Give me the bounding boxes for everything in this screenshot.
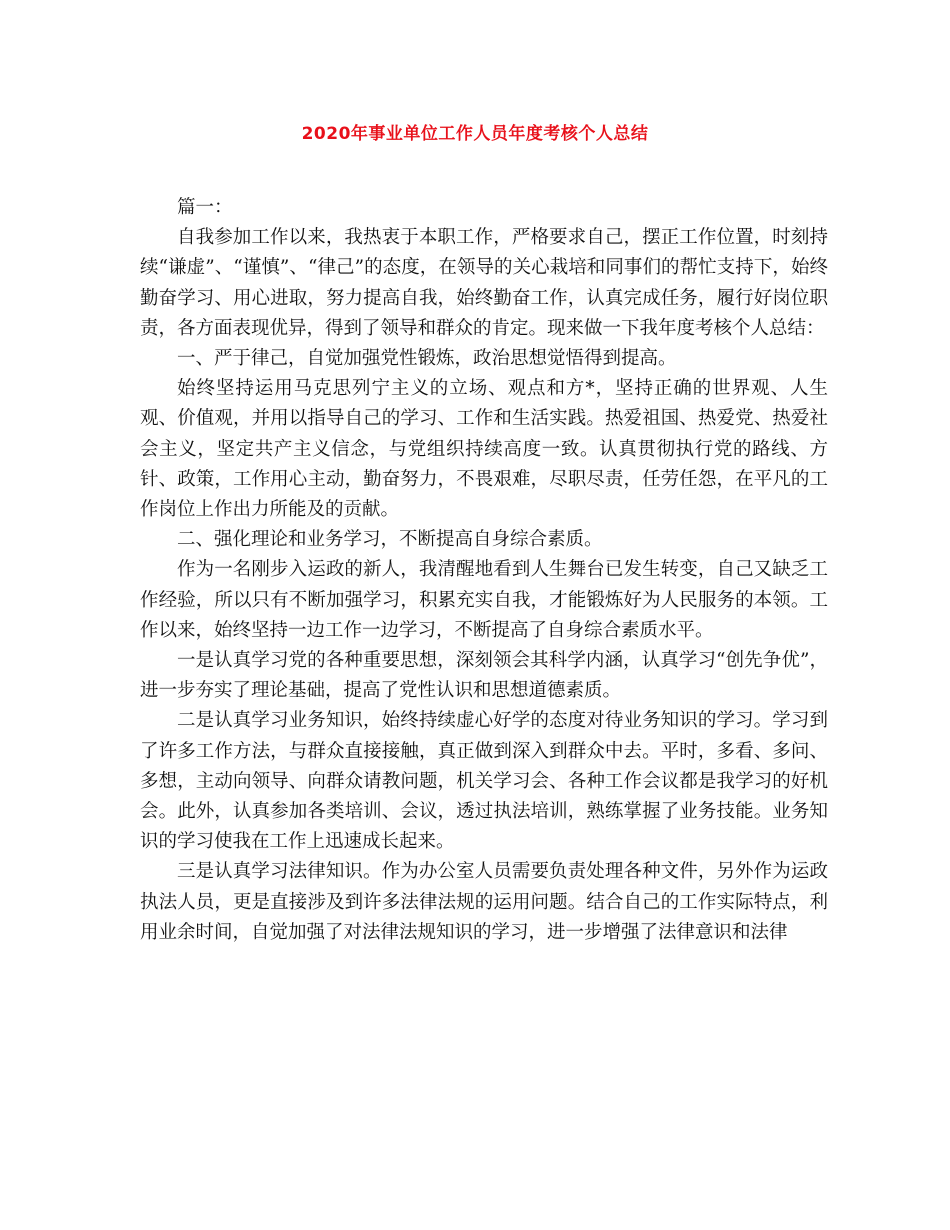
heading-section-one: 一、严于律己，自觉加强党性锻炼，政治思想觉悟得到提高。 xyxy=(177,348,677,370)
document-body xyxy=(140,193,828,948)
paragraph-section-label: 篇一： xyxy=(177,197,233,218)
paragraph-point-one: 一是认真学习党的各种重要思想，深刻领会其科学内涵，认真学习“创先争优”，进一步夯实了理论基础，提高了党性认识和思想道德素质。 xyxy=(140,650,828,702)
heading-section-two: 二、强化理论和业务学习，不断提高自身综合素质。 xyxy=(177,529,603,551)
paragraph-intro: 自我参加工作以来，我热衷于本职工作，严格要求自己，摆正工作位置，时刻持续“谦虚”、“谨慎”、“律己”的态度，在领导的关心栽培和同事们的帮忙支持下，始终勤奋学习、用心进取，努力提高自我，始终勤奋工作，认真完成任务，履行好岗位职责，各方面表现优异，得到了领导和群众的肯定。现来做一下我年度考核个人总结： xyxy=(140,227,828,339)
paragraph-section-two: 作为一名刚步入运政的新人，我清醒地看到人生舞台已发生转变，自己又缺乏工作经验，所以只有不断加强学习，积累充实自我，才能锻炼好为人民服务的本领。工作以来，始终坚持一边工作一边学习，不断提高了自身综合素质水平。 xyxy=(140,559,828,641)
paragraph-section-one: 始终坚持运用马克思列宁主义的立场、观点和方*，坚持正确的世界观、人生观、价值观，并用以指导自己的学习、工作和生活实践。热爱祖国、热爱党、热爱社会主义，坚定共产主义信念，与党组织持续高度一致。认真贯彻执行党的路线、方针、政策，工作用心主动，勤奋努力，不畏艰难，尽职尽责，任劳任怨，在平凡的工作岗位上作出力所能及的贡献。 xyxy=(140,378,828,521)
paragraph-point-two: 二是认真学习业务知识，始终持续虚心好学的态度对待业务知识的学习。学习到了许多工作方法，与群众直接接触，真正做到深入到群众中去。平时，多看、多问、多想，主动向领导、向群众请教问题，机关学习会、各种工作会议都是我学习的好机会。此外，认真参加各类培训、会议，透过执法培训，熟练掌握了业务技能。业务知识的学习使我在工作上迅速成长起来。 xyxy=(140,710,828,853)
paragraph-point-three: 三是认真学习法律知识。作为办公室人员需要负责处理各种文件，另外作为运政执法人员，更是直接涉及到许多法律法规的运用问题。结合自己的工作实际特点，利用业余时间，自觉加强了对法律法规知识的学习，进一步增强了法律意识和法律 xyxy=(140,861,828,943)
document-title: 2020年事业单位工作人员年度考核个人总结 xyxy=(301,124,649,144)
